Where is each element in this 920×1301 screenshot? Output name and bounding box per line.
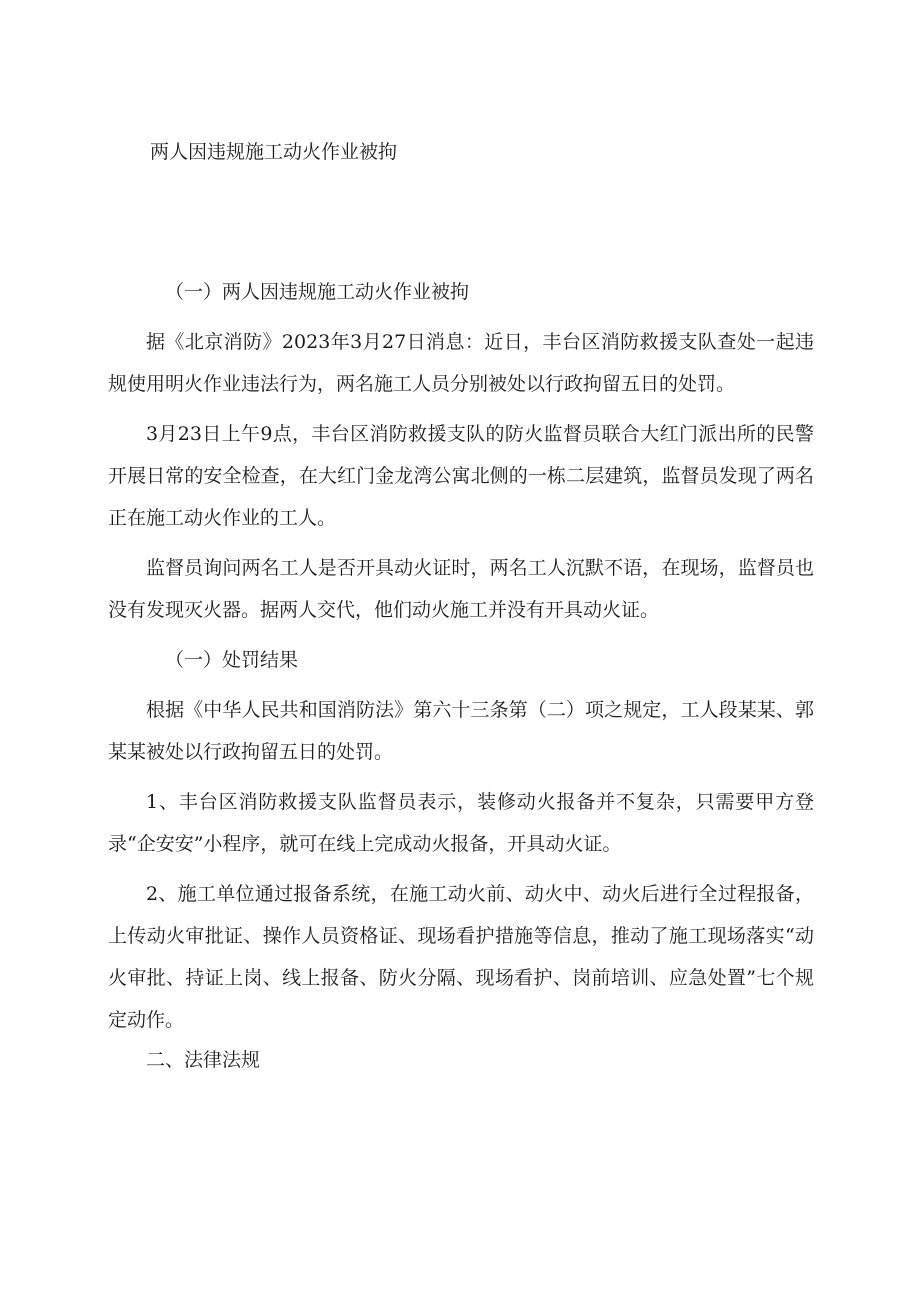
body-paragraph: 根据《中华人民共和国消防法》第六十三条第（二）项之规定，工人段某某、郭某某被处以行政拘留五日的处罚。	[108, 699, 814, 763]
section-heading: （一）两人因违规施工动火作业被拘	[165, 281, 470, 303]
body-paragraph: 2、施工单位通过报备系统，在施工动火前、动火中、动火后进行全过程报备，上传动火审批证、操作人员资格证、现场看护措施等信息，推动了施工现场落实“动火审批、持证上岗、线上报备、防火分隔、现场看护、岗前培训、应急处置”七个规定动作。	[108, 883, 814, 1031]
body-paragraph: 监督员询问两名工人是否开具动火证时，两名工人沉默不语，在现场，监督员也没有发现灭火器。据两人交代，他们动火施工并没有开具动火证。	[108, 557, 814, 621]
section-heading: （一）处罚结果	[165, 649, 299, 671]
body-paragraph: 3月23日上午9点，丰台区消防救援支队的防火监督员联合大红门派出所的民警开展日常的安全检查，在大红门金龙湾公寓北侧的一栋二层建筑，监督员发现了两名正在施工动火作业的工人。	[108, 423, 814, 529]
section-heading: 二、法律法规	[146, 1049, 261, 1071]
body-paragraph: 1、丰台区消防救援支队监督员表示，装修动火报备并不复杂，只需要甲方登录“企安安”小程序，就可在线上完成动火报备，开具动火证。	[108, 791, 814, 855]
document-body	[108, 271, 814, 1089]
body-paragraph: 据《北京消防》2023年3月27日消息：近日，丰台区消防救援支队查处一起违规使用明火作业违法行为，两名施工人员分别被处以行政拘留五日的处罚。	[108, 331, 814, 395]
document-title: 两人因违规施工动火作业被拘	[150, 141, 398, 163]
